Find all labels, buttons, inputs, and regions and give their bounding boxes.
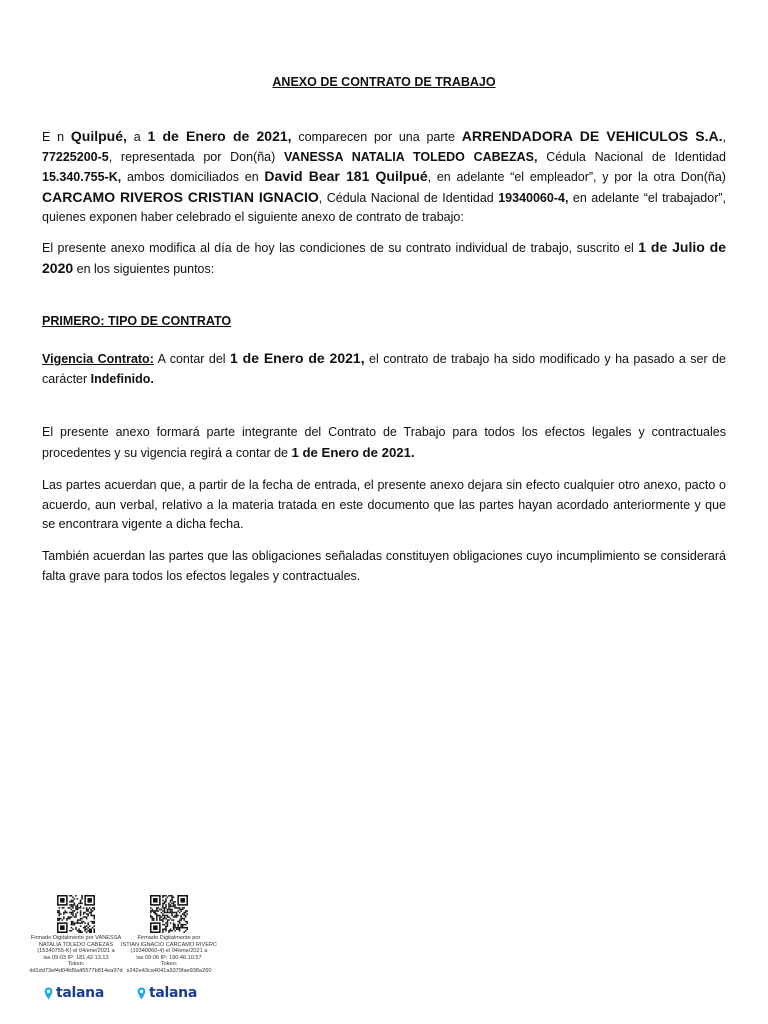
talana-pin-icon [44, 987, 53, 1000]
signature-2-line-5: Token: [160, 961, 178, 968]
agreement-paragraph: Las partes acuerdan que, a partir de la fecha de entrada, el presente anexo dejara sin efecto cualquier otro anexo, pacto o acuerdo, aun verbal, relativo a la materia tratada en este documento que las partes hayan acordado anteriormente y que se encontrara vigente a dicha fecha. [42, 478, 726, 531]
signature-2-line-6: s242e43ca4041a9379fae938a260 [126, 967, 212, 974]
signature-2-line-4: las 09:06 IP: 190.46.10.57 [136, 954, 202, 961]
modifies-date: 1 de Julio de 2020 [42, 239, 726, 276]
signature-2-text [119, 935, 219, 975]
vigencia-paragraph [42, 349, 726, 389]
worker-id: 19340060-4, [498, 190, 569, 205]
signature-block-1 [26, 895, 126, 975]
intro-text-9: , Cédula Nacional de Identidad [318, 190, 494, 205]
employer-rut: 77225200-5 [42, 149, 109, 164]
signature-1-line-3: (15340755-K) el 04/ene/2021 a [37, 948, 115, 955]
section-title: PRIMERO: TIPO DE CONTRATO [42, 314, 232, 328]
intro-text-2: a [133, 130, 141, 144]
modifies-text-1: El presente anexo modifica al día de hoy las condiciones de su contrato individual de trabajo, suscrito el [42, 241, 634, 255]
signature-2-line-2: ISTIAN IGNACIO CARCAMO RIVERC [120, 941, 218, 948]
signature-2-line-3: (19340060-4) el 04/ene/2021 a [130, 948, 208, 955]
talana-logo-2 [137, 985, 197, 1001]
intro-text-1: E n [42, 130, 65, 144]
intro-text-3: comparecen por una parte [298, 130, 455, 144]
vigencia-label: Vigencia Contrato: [42, 352, 154, 366]
signature-1-text [26, 935, 126, 975]
intro-text-6: Cédula Nacional de Identidad [546, 149, 726, 164]
talana-wordmark: talana [149, 985, 197, 1001]
vigencia-date: 1 de Enero de 2021, [230, 350, 365, 366]
talana-pin-icon [137, 987, 146, 1000]
signature-1-line-2: NATALIA TOLEDO CABEZAS [38, 941, 114, 948]
modifies-paragraph [42, 238, 726, 279]
signature-1-line-6: dd1dd73ef4d04bf9a45577b814ea97d [29, 967, 123, 974]
talana-wordmark: talana [56, 985, 104, 1001]
signature-1-line-1: Firmado Digitalmente por VANESSA [30, 935, 122, 941]
qr-code-icon [57, 895, 95, 933]
intro-date: 1 de Enero de 2021, [147, 128, 292, 144]
integral-date: 1 de Enero de 2021. [291, 444, 415, 460]
intro-paragraph [42, 127, 726, 228]
integral-paragraph [42, 423, 726, 463]
signature-block-2 [119, 895, 219, 975]
qr-code-icon [150, 895, 188, 933]
signature-2-line-1: Firmado Digitalmente por [137, 935, 201, 941]
signature-1-line-4: las 09:03 IP: 181.42.13.13 [43, 954, 109, 961]
vigencia-text-1: A contar del [157, 352, 226, 366]
representative-name: VANESSA NATALIA TOLEDO CABEZAS, [284, 149, 538, 164]
document-title: ANEXO DE CONTRATO DE TRABAJO [272, 75, 496, 89]
intro-text-7: ambos domiciliados en [126, 170, 259, 184]
signature-1-line-5: Token: [67, 961, 85, 968]
intro-city: Quilpué, [70, 128, 127, 144]
talana-logo-1 [44, 985, 104, 1001]
employer-name: ARRENDADORA DE VEHICULOS S.A. [461, 128, 723, 144]
worker-name: CARCAMO RIVEROS CRISTIAN IGNACIO [42, 188, 319, 205]
intro-text-10: en adelante “el trabajador”, quienes exponen haber celebrado el siguiente anexo de contrato de trabajo: [42, 190, 726, 224]
integral-text: El presente anexo formará parte integrante del Contrato de Trabajo para todos los efectos legales y contractuales procedentes y su vigencia regirá a contar de [42, 425, 726, 460]
obligations-paragraph: También acuerdan las partes que las obligaciones señaladas constituyen obligaciones cuyo incumplimiento se considerará falta grave para todos los efectos legales y contractuales. [42, 549, 726, 583]
address: David Bear 181 Quilpué [264, 168, 428, 184]
representative-id: 15.340.755-K, [42, 170, 122, 184]
contract-type: Indefinido. [90, 371, 154, 386]
intro-text-8: , en adelante “el empleador”, y por la otra Don(ña) [427, 170, 726, 184]
vigencia-text-2: el contrato de trabajo ha sido modificado y ha pasado a ser de carácter [42, 352, 726, 386]
intro-text-4: , [722, 130, 726, 144]
intro-text-5: , representada por Don(ña) [108, 149, 276, 164]
modifies-text-2: en los siguientes puntos: [76, 261, 215, 276]
